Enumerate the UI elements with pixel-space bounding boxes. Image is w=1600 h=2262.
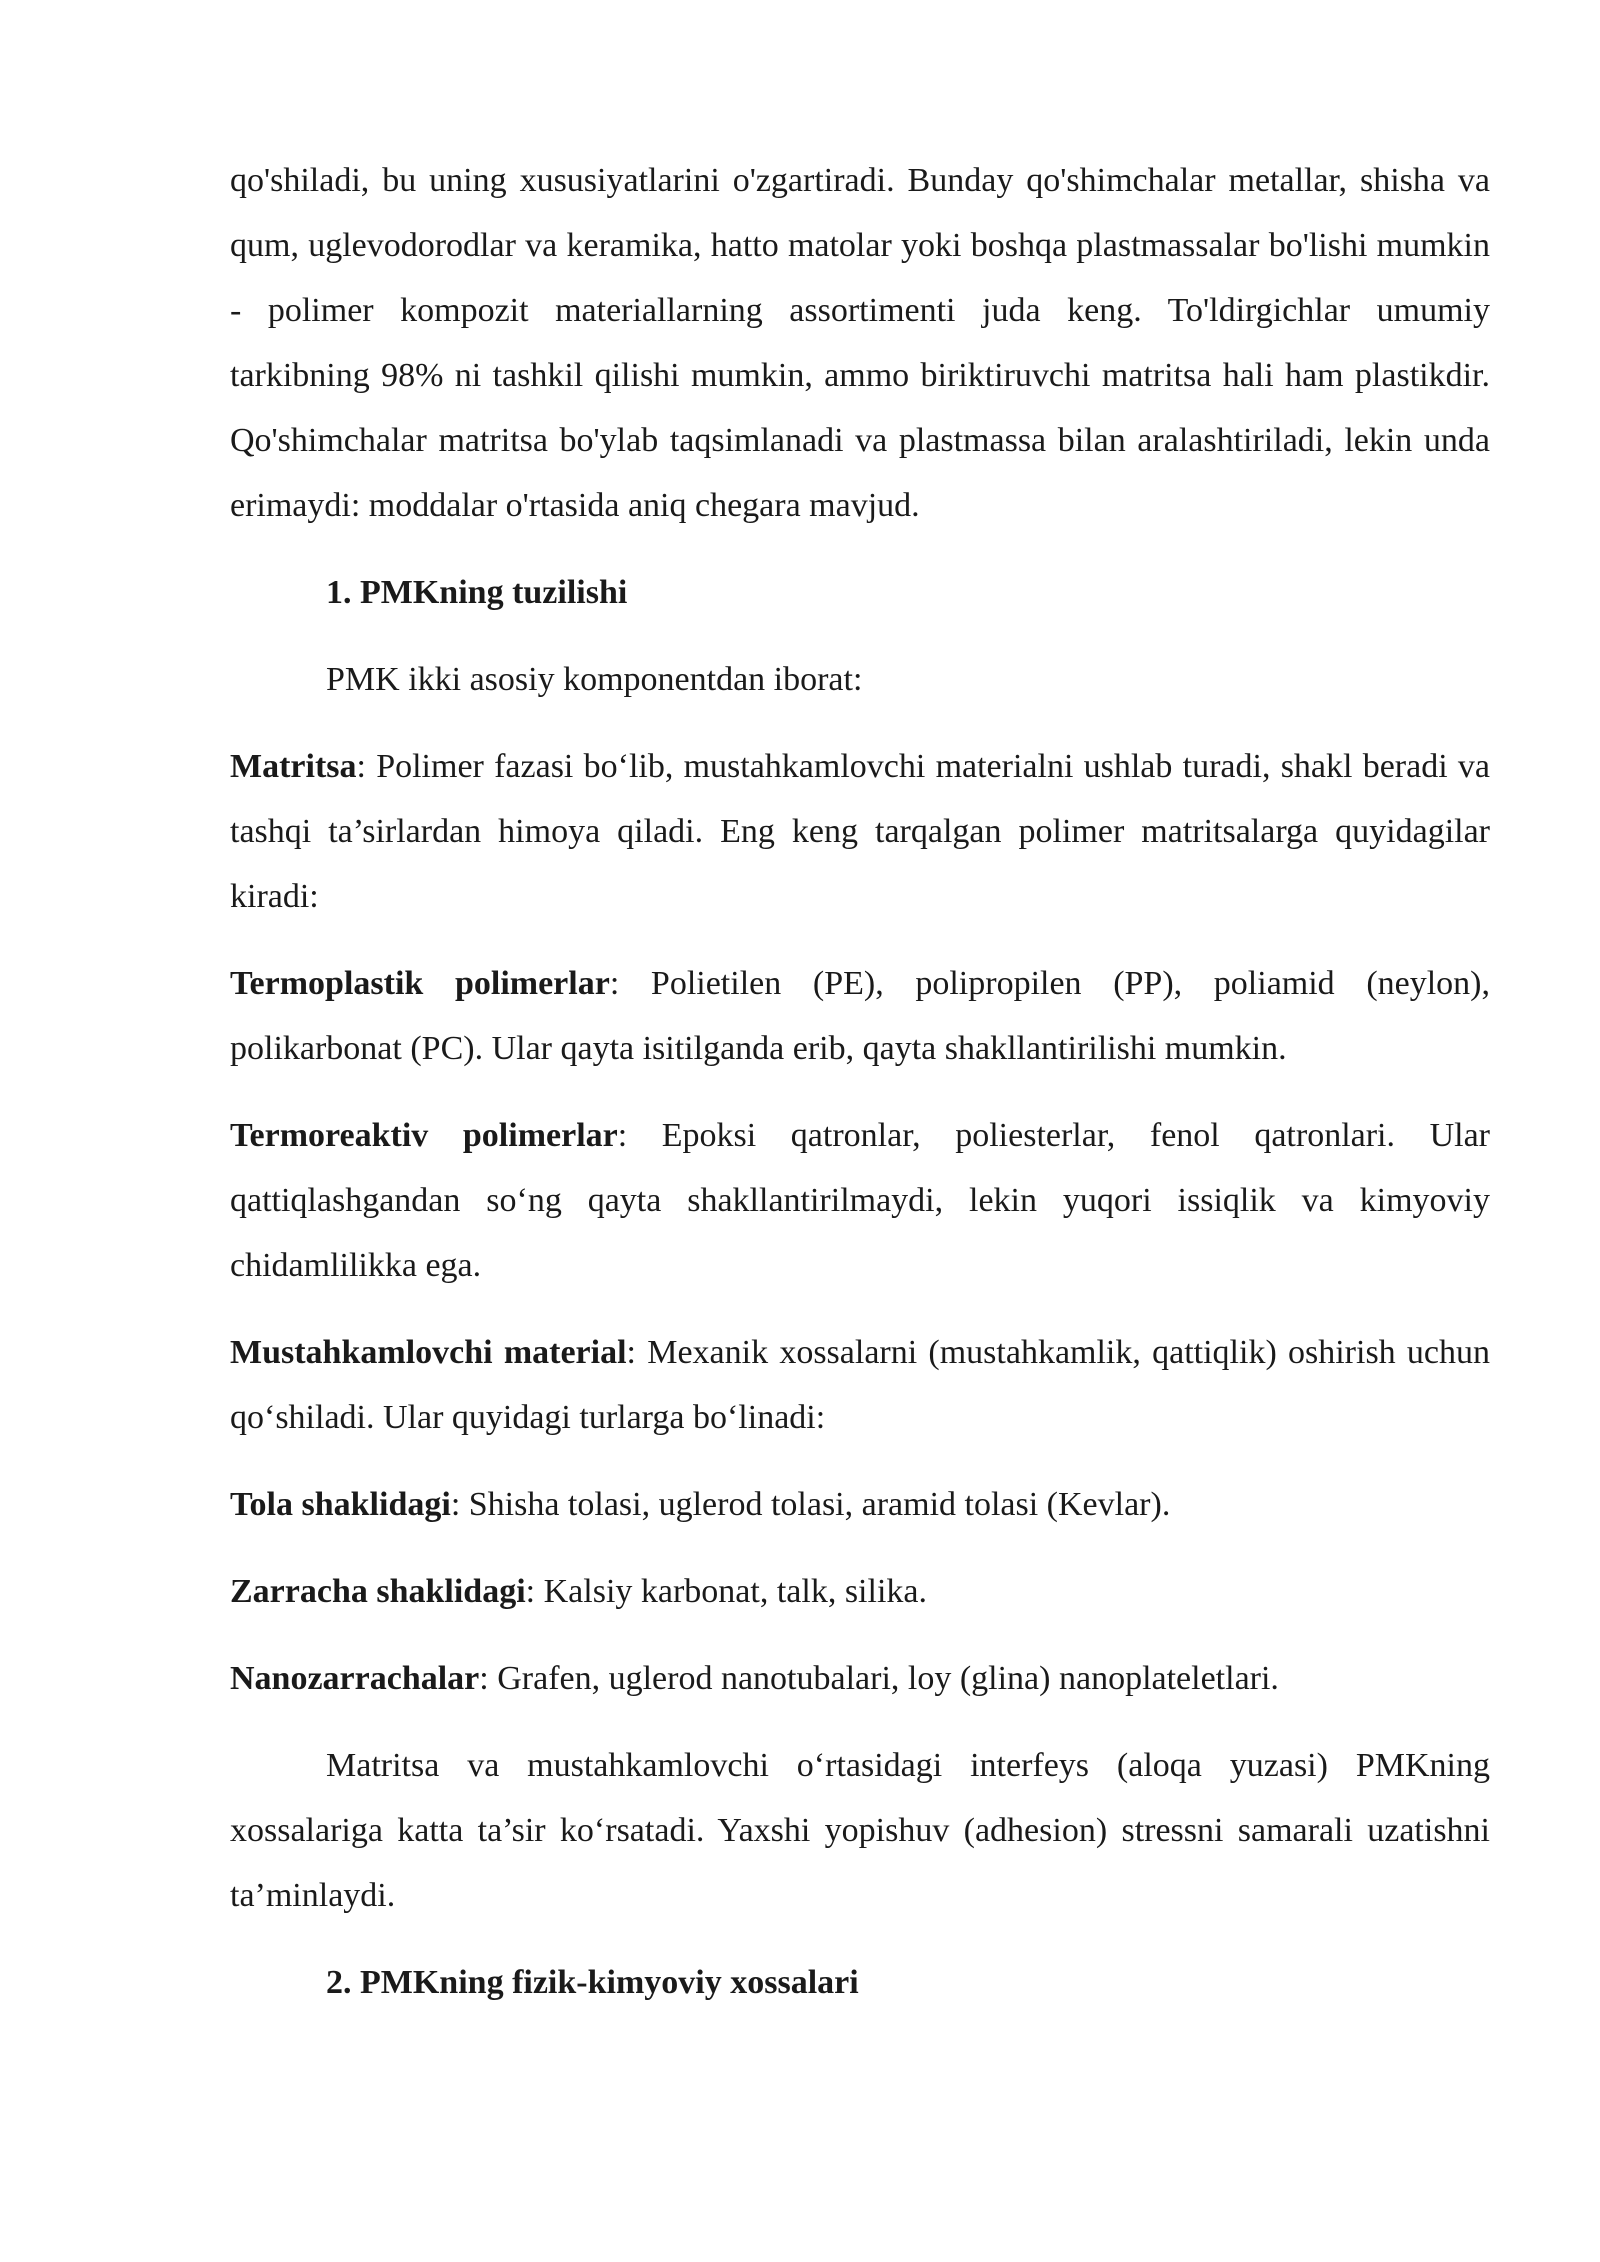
definition-reinforcement	[230, 1320, 1490, 1450]
definition-term: Termoreaktiv polimerlar	[230, 1117, 618, 1154]
definition-term: Mustahkamlovchi material	[230, 1334, 627, 1371]
definition-particle	[230, 1559, 1490, 1624]
interface-paragraph: Matritsa va mustahkamlovchi o‘rtasidagi interfeys (aloqa yuzasi) PMKning xossalariga katta ta’sir ko‘rsatadi. Yaxshi yopishuv (adhesion) stressni samarali uzatishni ta’minlaydi.	[230, 1747, 1490, 1914]
definition-text: : Grafen, uglerod nanotubalari, loy (glina) nanoplateletlari.	[479, 1660, 1279, 1697]
definition-term: Nanozarrachalar	[230, 1660, 480, 1697]
definition-term: Matritsa	[230, 748, 357, 785]
intro-paragraph: qo'shiladi, bu uning xususiyatlarini o'zgartiradi. Bunday qo'shimchalar metallar, shisha va qum, uglevodorodlar va keramika, hatto matolar yoki boshqa plastmassalar bo'lishi mumkin - polimer kompozit materiallarning assortimenti juda keng. To'ldirgichlar umumiy tarkibning 98% ni tashkil qilishi mumkin, ammo biriktiruvchi matritsa hali ham plastikdir. Qo'shimchalar matritsa bo'ylab taqsimlanadi va plastmassa bilan aralashtiriladi, lekin unda erimaydi: moddalar o'rtasida aniq chegara mavjud.	[230, 162, 1490, 524]
section-heading-structure: 1. PMKning tuzilishi	[326, 574, 628, 611]
definition-text: : Kalsiy karbonat, talk, silika.	[525, 1573, 927, 1610]
definition-nanoparticles	[230, 1646, 1490, 1711]
definition-term: Termoplastik polimerlar	[230, 965, 610, 1002]
definition-thermoplastic	[230, 951, 1490, 1081]
definition-thermoset	[230, 1103, 1490, 1298]
definition-text: : Mexanik xossalarni (mustahkamlik, qattiqlik) oshirish uchun qo‘shiladi. Ular quyidagi turlarga bo‘linadi:	[230, 1334, 1490, 1436]
section-heading-properties: 2. PMKning fizik-kimyoviy xossalari	[326, 1964, 859, 2001]
section-intro-paragraph: PMK ikki asosiy komponentdan iborat:	[326, 661, 863, 698]
definition-text: : Shisha tolasi, uglerod tolasi, aramid tolasi (Kevlar).	[450, 1486, 1171, 1523]
definition-text: : Polimer fazasi bo‘lib, mustahkamlovchi materialni ushlab turadi, shakl beradi va tashqi ta’sirlardan himoya qiladi. Eng keng tarqalgan polimer matritsalarga quyidagilar kiradi:	[230, 748, 1490, 915]
document-body	[230, 148, 1490, 2015]
definition-matrix	[230, 734, 1490, 929]
definition-term: Zarracha shaklidagi	[230, 1573, 526, 1610]
definition-term: Tola shaklidagi	[230, 1486, 451, 1523]
definition-text: : Polietilen (PE), polipropilen (PP), poliamid (neylon), polikarbonat (PC). Ular qayta isitilganda erib, qayta shakllantirilishi mumkin.	[230, 965, 1491, 1067]
definition-fiber	[230, 1472, 1490, 1537]
definition-text: : Epoksi qatronlar, poliesterlar, fenol qatronlari. Ular qattiqlashgandan so‘ng qayta shakllantirilmaydi, lekin yuqori issiqlik va kimyoviy chidamlilikka ega.	[230, 1117, 1490, 1284]
